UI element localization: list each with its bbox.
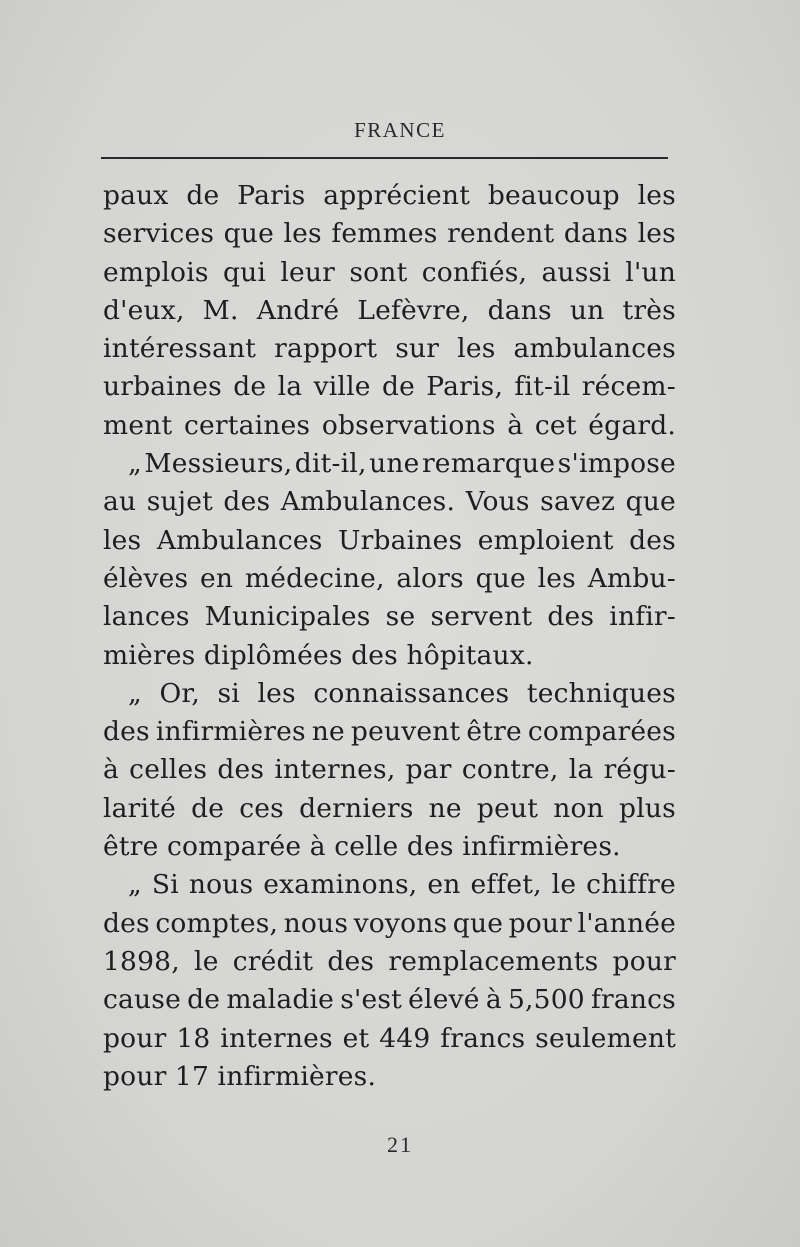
word: que bbox=[452, 907, 504, 939]
word: Or, bbox=[159, 677, 200, 709]
word: techniques bbox=[526, 677, 676, 709]
word: peut bbox=[476, 792, 539, 824]
header-rule bbox=[101, 157, 668, 159]
word: remarque bbox=[421, 448, 556, 480]
word: Ambulances bbox=[156, 524, 323, 556]
text-line bbox=[103, 828, 676, 866]
word: des bbox=[351, 639, 398, 671]
word: une bbox=[369, 448, 420, 480]
word: seulement bbox=[535, 1022, 676, 1054]
word: les bbox=[537, 562, 576, 594]
word: qui bbox=[222, 256, 267, 288]
word: beaucoup bbox=[487, 180, 620, 211]
word: à bbox=[507, 409, 524, 441]
word: internes bbox=[220, 1022, 333, 1054]
word: très bbox=[622, 294, 676, 326]
word: d'eux, bbox=[103, 294, 185, 326]
word: en bbox=[427, 869, 461, 901]
word: les bbox=[637, 218, 676, 250]
word: que bbox=[475, 562, 526, 594]
word: et bbox=[342, 1022, 370, 1054]
word: Ambu- bbox=[587, 562, 676, 594]
word: les bbox=[457, 333, 496, 365]
text-line bbox=[103, 675, 676, 713]
word: 449 bbox=[379, 1022, 431, 1054]
word: un bbox=[569, 294, 605, 326]
word: Paris bbox=[237, 180, 306, 211]
word: Ambulances. bbox=[280, 486, 456, 518]
word: à bbox=[103, 754, 119, 786]
word: médecine, bbox=[244, 562, 385, 594]
word: André bbox=[256, 294, 340, 326]
word: de bbox=[187, 984, 221, 1016]
word: nous bbox=[188, 869, 254, 901]
word: ne bbox=[428, 792, 462, 824]
body-text bbox=[103, 177, 676, 1096]
word: examinons, bbox=[263, 869, 418, 901]
text-line bbox=[103, 292, 676, 330]
word: cause bbox=[103, 984, 181, 1016]
word: ces bbox=[239, 792, 284, 824]
word: les bbox=[283, 218, 322, 250]
word: à bbox=[485, 984, 502, 1016]
word: des bbox=[327, 945, 375, 977]
word: chiffre bbox=[586, 869, 676, 901]
word: Urbaines bbox=[338, 524, 463, 556]
word: récem- bbox=[581, 371, 676, 403]
word: pour bbox=[508, 907, 573, 939]
word: Si bbox=[151, 869, 179, 901]
text-line bbox=[103, 522, 676, 560]
word: pour bbox=[103, 1022, 167, 1054]
text-line bbox=[103, 905, 676, 943]
text-line bbox=[103, 177, 676, 215]
word: effet, bbox=[470, 869, 542, 901]
word: „ bbox=[128, 448, 142, 480]
word: se bbox=[385, 601, 416, 633]
word: en bbox=[200, 562, 234, 594]
word: égard. bbox=[588, 409, 676, 441]
text-line bbox=[103, 330, 676, 368]
word: alors bbox=[396, 562, 464, 594]
word: connaissances bbox=[313, 677, 510, 709]
word: remplacements bbox=[388, 945, 599, 977]
word: hôpitaux. bbox=[406, 639, 534, 671]
word: M. bbox=[202, 294, 239, 326]
text-line bbox=[103, 866, 676, 904]
text-line bbox=[103, 368, 676, 406]
word: non bbox=[553, 792, 604, 824]
word: s'impose bbox=[557, 448, 676, 480]
word: apprécient bbox=[323, 180, 471, 211]
text-line bbox=[103, 713, 676, 751]
word: rendent bbox=[447, 218, 555, 250]
word: ne bbox=[311, 716, 345, 748]
word: élèves bbox=[103, 562, 189, 594]
word: Messieurs, bbox=[144, 448, 293, 480]
word: contre, bbox=[461, 754, 559, 786]
word: dit-il, bbox=[294, 448, 367, 480]
word: observations bbox=[321, 409, 496, 441]
word: servent bbox=[430, 601, 533, 633]
word: infirmières. bbox=[462, 831, 621, 863]
word: 5,500 bbox=[507, 984, 585, 1016]
word: francs bbox=[590, 984, 676, 1016]
word: leur bbox=[280, 256, 336, 288]
word: urbaines bbox=[103, 371, 222, 403]
word: certaines bbox=[183, 409, 311, 441]
text-line bbox=[103, 790, 676, 828]
word: cet bbox=[534, 409, 577, 441]
word: être bbox=[466, 716, 522, 748]
word: s'est bbox=[340, 984, 403, 1016]
text-line bbox=[103, 1058, 676, 1096]
text-line bbox=[103, 598, 676, 636]
word: régu- bbox=[603, 754, 676, 786]
word: confiés, bbox=[421, 256, 528, 288]
word: larité bbox=[103, 792, 176, 824]
word: comparée bbox=[166, 831, 302, 863]
word: le bbox=[551, 869, 577, 901]
word: savez bbox=[540, 486, 616, 518]
word: francs bbox=[440, 1022, 526, 1054]
word: l'année bbox=[577, 907, 676, 939]
word: des bbox=[547, 601, 595, 633]
word: la bbox=[568, 754, 594, 786]
word: des bbox=[103, 716, 150, 748]
word: emploient bbox=[477, 524, 614, 556]
word: Vous bbox=[465, 486, 530, 518]
word: plus bbox=[619, 792, 676, 824]
word: sont bbox=[349, 256, 408, 288]
word: crédit bbox=[232, 945, 314, 977]
word: „ bbox=[128, 869, 142, 901]
word: „ bbox=[128, 677, 142, 709]
word: les bbox=[103, 524, 142, 556]
word: les bbox=[637, 180, 676, 211]
word: sur bbox=[395, 333, 440, 365]
word: de bbox=[381, 371, 415, 403]
word: infir- bbox=[609, 601, 676, 633]
text-line bbox=[103, 637, 676, 675]
page-number: 21 bbox=[387, 1132, 413, 1157]
word: ambulances bbox=[513, 333, 676, 365]
text-line bbox=[103, 215, 676, 253]
word: infirmières. bbox=[217, 1060, 377, 1092]
word: lances bbox=[103, 601, 190, 633]
word: nous bbox=[283, 907, 349, 939]
word: rapport bbox=[274, 333, 378, 365]
word: que bbox=[625, 486, 676, 518]
word: paux bbox=[103, 180, 169, 211]
word: aussi bbox=[541, 256, 611, 288]
word: si bbox=[217, 677, 240, 709]
word: infirmières bbox=[155, 716, 306, 748]
word: de bbox=[233, 371, 267, 403]
word: pour bbox=[612, 945, 676, 977]
text-line bbox=[103, 254, 676, 292]
text-line bbox=[103, 943, 676, 981]
word: voyons bbox=[353, 907, 448, 939]
word: femmes bbox=[331, 218, 438, 250]
word: élevé bbox=[408, 984, 480, 1016]
word: derniers bbox=[299, 792, 414, 824]
word: des bbox=[103, 907, 150, 939]
text-line bbox=[103, 483, 676, 521]
word: des bbox=[217, 754, 265, 786]
word: emplois bbox=[103, 256, 209, 288]
word: fit-il bbox=[514, 371, 571, 403]
word: être bbox=[103, 831, 159, 863]
word: dans bbox=[563, 218, 629, 250]
word: Paris, bbox=[426, 371, 504, 403]
word: de bbox=[186, 180, 220, 211]
word: la bbox=[277, 371, 303, 403]
word: 1898, bbox=[103, 945, 180, 977]
word: 18 bbox=[176, 1022, 211, 1054]
word: pour bbox=[103, 1060, 167, 1092]
word: par bbox=[405, 754, 452, 786]
word: Municipales bbox=[204, 601, 371, 633]
text-line bbox=[103, 981, 676, 1019]
word: des bbox=[223, 486, 271, 518]
word: que bbox=[223, 218, 274, 250]
word: diplômées bbox=[203, 639, 343, 671]
word: des bbox=[406, 831, 454, 863]
word: sujet bbox=[146, 486, 213, 518]
word: peuvent bbox=[350, 716, 461, 748]
word: celles bbox=[129, 754, 208, 786]
word: 17 bbox=[174, 1060, 210, 1092]
running-head: FRANCE bbox=[354, 118, 446, 142]
word: services bbox=[103, 218, 215, 250]
text-line bbox=[103, 751, 676, 789]
word: comptes, bbox=[155, 907, 279, 939]
word: mières bbox=[103, 639, 196, 671]
text-line bbox=[103, 560, 676, 598]
word: des bbox=[629, 524, 676, 556]
text-line bbox=[103, 407, 676, 445]
word: au bbox=[103, 486, 137, 518]
word: ville bbox=[313, 371, 371, 403]
text-line bbox=[103, 1020, 676, 1058]
word: intéressant bbox=[103, 333, 257, 365]
word: maladie bbox=[226, 984, 335, 1016]
word: comparées bbox=[527, 716, 676, 748]
word: internes, bbox=[274, 754, 396, 786]
word: le bbox=[194, 945, 219, 977]
word: à bbox=[309, 831, 326, 863]
text-line bbox=[103, 445, 676, 483]
word: les bbox=[257, 677, 296, 709]
word: Lefèvre, bbox=[357, 294, 470, 326]
word: celle bbox=[334, 831, 399, 863]
word: ment bbox=[103, 409, 173, 441]
word: dans bbox=[487, 294, 552, 326]
word: de bbox=[191, 792, 225, 824]
word: l'un bbox=[625, 256, 676, 288]
